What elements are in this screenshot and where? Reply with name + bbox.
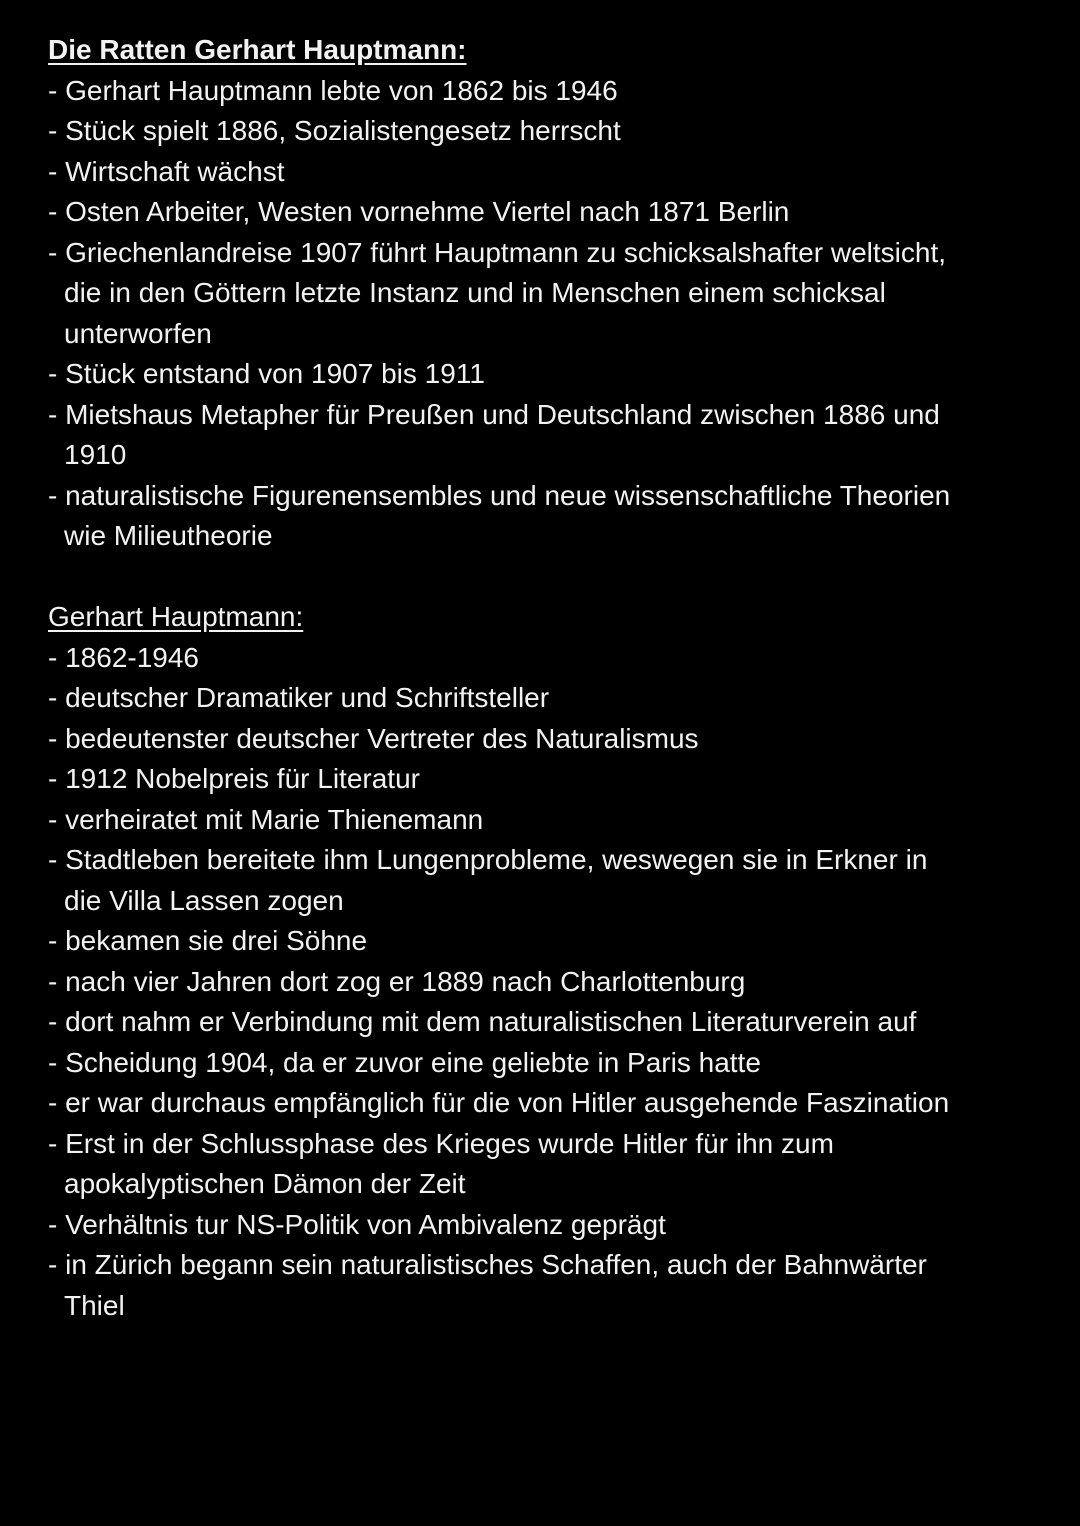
list-item — [48, 152, 1048, 193]
list-item-line: - bedeutenster deutscher Vertreter des Naturalismus — [48, 722, 699, 754]
list-item — [48, 962, 1048, 1003]
list-item-line: - Wirtschaft wächst — [48, 155, 285, 187]
list-item-line: - 1912 Nobelpreis für Literatur — [48, 763, 420, 794]
list-item — [48, 840, 1048, 921]
list-item-line: - nach vier Jahren dort zog er 1889 nach Charlottenburg — [48, 965, 746, 997]
section-gap — [48, 557, 1048, 598]
list-item — [48, 1043, 1048, 1084]
list-item-line: - Osten Arbeiter, Westen vornehme Viertel nach 1871 Berlin — [48, 196, 790, 227]
list-item-line: - Griechenlandreise 1907 führt Hauptmann zu schicksalshafter weltsicht, — [48, 236, 946, 268]
list-item — [48, 111, 1048, 152]
list-item-line: - Stück entstand von 1907 bis 1911 — [48, 358, 485, 389]
list-item-line: die in den Göttern letzte Instanz und in Menschen einem schicksal — [64, 277, 886, 308]
list-item-line: - naturalistische Figurenensembles und neue wissenschaftliche Theorien — [48, 479, 951, 511]
list-item — [48, 395, 1048, 476]
list-item-line: - deutscher Dramatiker und Schriftsteller — [48, 682, 550, 713]
list-item — [48, 192, 1048, 233]
list-item-line: - er war durchaus empfänglich für die von Hitler ausgehende Faszination — [48, 1087, 950, 1118]
list-item — [48, 921, 1048, 962]
list-item — [48, 678, 1048, 719]
list-item-line: Thiel — [64, 1289, 125, 1321]
list-item-line: 1910 — [64, 439, 127, 470]
list-item-line: wie Milieutheorie — [64, 520, 273, 551]
list-item-line: - Verhältnis tur NS-Politik von Ambivalenz geprägt — [48, 1208, 666, 1240]
list-item — [48, 1245, 1048, 1326]
list-item — [48, 1124, 1048, 1205]
list-item-line: - Scheidung 1904, da er zuvor eine geliebte in Paris hatte — [48, 1046, 761, 1078]
list-item-line: - verheiratet mit Marie Thienemann — [48, 803, 484, 835]
list-item-line: - Gerhart Hauptmann lebte von 1862 bis 1946 — [48, 74, 618, 106]
list-item-line: - Stadtleben bereitete ihm Lungenprobleme, weswegen sie in Erkner in — [48, 844, 928, 875]
section-heading: Die Ratten Gerhart Hauptmann: — [48, 34, 467, 65]
list-item-line: apokalyptischen Dämon der Zeit — [64, 1168, 466, 1199]
list-item-line: - 1862-1946 — [48, 641, 200, 673]
list-item — [48, 1002, 1048, 1043]
list-item — [48, 1205, 1048, 1246]
list-item-line: unterworfen — [64, 317, 212, 349]
list-item-line: - Mietshaus Metapher für Preußen und Deutschland zwischen 1886 und — [48, 398, 940, 430]
list-item — [48, 800, 1048, 841]
list-item — [48, 719, 1048, 760]
list-item — [48, 354, 1048, 395]
list-item-line: - dort nahm er Verbindung mit dem naturalistischen Literaturverein auf — [48, 1006, 917, 1037]
list-item-line: - Erst in der Schlussphase des Krieges wurde Hitler für ihn zum — [48, 1127, 834, 1159]
document — [48, 30, 1048, 1326]
list-item-line: - in Zürich begann sein naturalistisches Schaffen, auch der Bahnwärter — [48, 1249, 927, 1280]
list-item — [48, 759, 1048, 800]
list-item — [48, 1083, 1048, 1124]
list-item — [48, 71, 1048, 112]
list-item — [48, 233, 1048, 355]
list-item-line: - Stück spielt 1886, Sozialistengesetz herrscht — [48, 115, 621, 146]
section-heading: Gerhart Hauptmann: — [48, 601, 304, 632]
list-item — [48, 476, 1048, 557]
list-item-line: die Villa Lassen zogen — [64, 884, 344, 916]
list-item-line: - bekamen sie drei Söhne — [48, 925, 368, 956]
list-item — [48, 638, 1048, 679]
